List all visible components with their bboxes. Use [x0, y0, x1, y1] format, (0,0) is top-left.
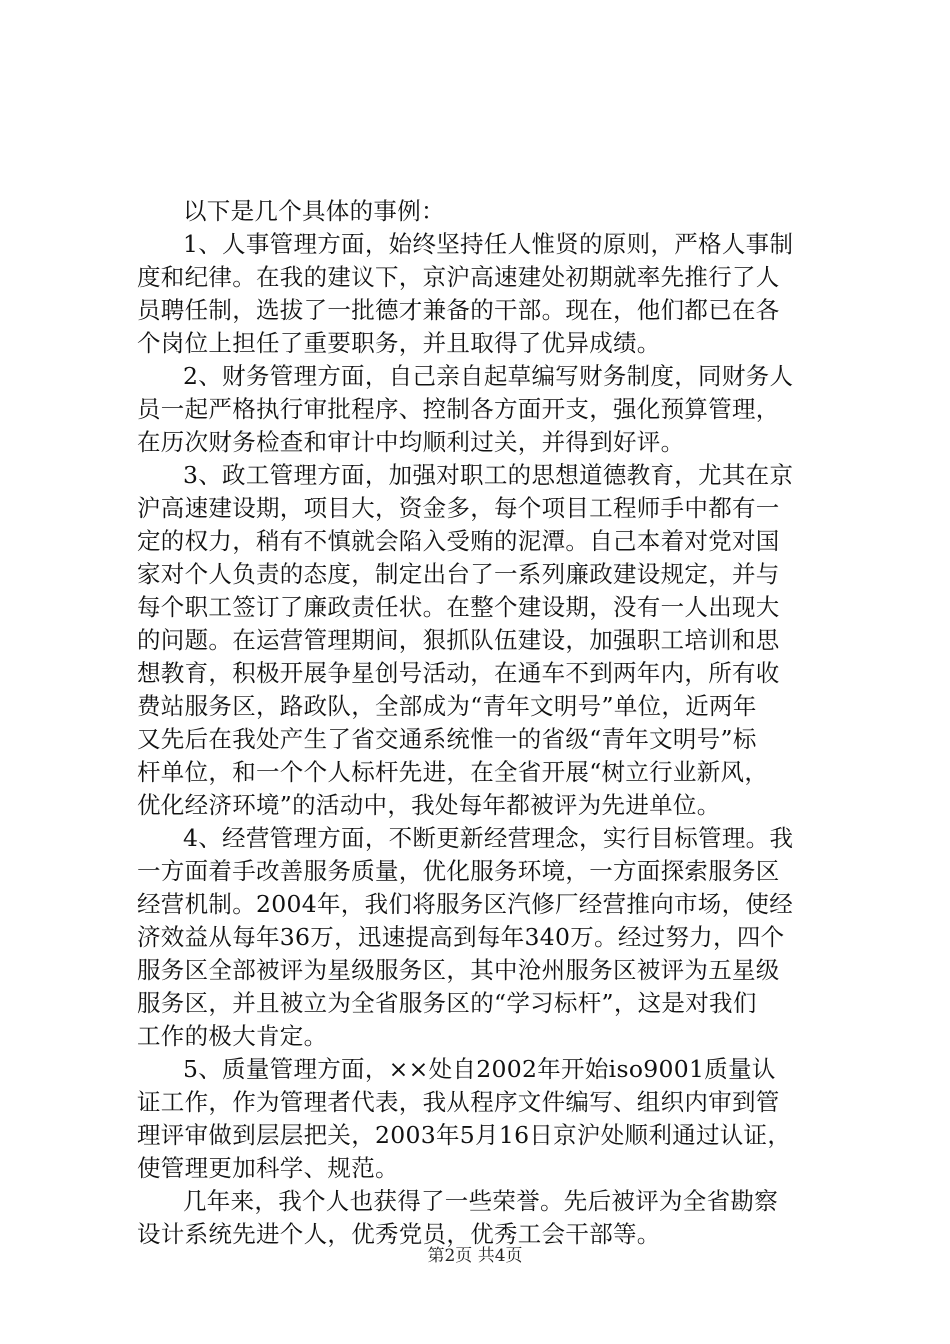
paragraph-line: 定的权力，稍有不慎就会陷入受贿的泥潭。自己本着对党对国 — [137, 527, 780, 555]
paragraph-line: 沪高速建设期，项目大，资金多，每个项目工程师手中都有一 — [137, 494, 780, 522]
paragraph-line: 又先后在我处产生了省交通系统惟一的省级“青年文明号”标 — [137, 725, 757, 753]
paragraph-line: 工作的极大肯定。 — [137, 1022, 328, 1050]
paragraph — [137, 822, 831, 1053]
paragraph-line: 度和纪律。在我的建议下，京沪高速建处初期就率先推行了人 — [137, 263, 780, 291]
paragraph — [137, 195, 831, 228]
paragraph-line: 一方面着手改善服务质量，优化服务环境，一方面探索服务区 — [137, 857, 780, 885]
paragraph-line: 想教育，积极开展争星创号活动，在通车不到两年内，所有收 — [137, 659, 780, 687]
paragraph-line: 5、质量管理方面，××处自2002年开始iso9001质量认 — [183, 1055, 776, 1083]
paragraph-line: 以下是几个具体的事例： — [183, 197, 445, 225]
paragraph — [137, 360, 831, 459]
paragraph-line: 4、经营管理方面，不断更新经营理念，实行目标管理。我 — [183, 824, 794, 852]
paragraph-line: 费站服务区，路政队，全部成为“青年文明号”单位，近两年 — [137, 692, 757, 720]
paragraph-line: 服务区全部被评为星级服务区，其中沧州服务区被评为五星级 — [137, 956, 780, 984]
paragraph-line: 设计系统先进个人，优秀党员，优秀工会干部等。 — [137, 1220, 661, 1248]
paragraph-line: 优化经济环境”的活动中，我处每年都被评为先进单位。 — [137, 791, 721, 819]
paragraph — [137, 459, 831, 822]
paragraph-line: 济效益从每年36万，迅速提高到每年340万。经过努力，四个 — [137, 923, 785, 951]
paragraph-line: 理评审做到层层把关，2003年5月16日京沪处顺利通过认证， — [137, 1121, 792, 1149]
paragraph-line: 2、财务管理方面，自己亲自起草编写财务制度，同财务人 — [183, 362, 794, 390]
paragraph-line: 经营机制。2004年，我们将服务区汽修厂经营推向市场，使经 — [137, 890, 794, 918]
paragraph-line: 员一起严格执行审批程序、控制各方面开支，强化预算管理， — [137, 395, 780, 423]
page-footer: 第2页 共4页 — [427, 1246, 523, 1266]
paragraph-line: 使管理更加科学、规范。 — [137, 1154, 399, 1182]
paragraph-line: 家对个人负责的态度，制定出台了一系列廉政建设规定，并与 — [137, 560, 780, 588]
paragraph-line: 员聘任制，选拔了一批德才兼备的干部。现在，他们都已在各 — [137, 296, 780, 324]
paragraph-line: 每个职工签订了廉政责任状。在整个建设期，没有一人出现大 — [137, 593, 780, 621]
paragraph-line: 个岗位上担任了重要职务，并且取得了优异成绩。 — [137, 329, 661, 357]
paragraph — [137, 1185, 831, 1251]
paragraph — [137, 228, 831, 360]
paragraph-line: 证工作，作为管理者代表，我从程序文件编写、组织内审到管 — [137, 1088, 780, 1116]
document-body — [137, 195, 831, 1251]
paragraph-line: 在历次财务检查和审计中均顺利过关，并得到好评。 — [137, 428, 685, 456]
paragraph — [137, 1053, 831, 1185]
paragraph-line: 的问题。在运营管理期间，狠抓队伍建设，加强职工培训和思 — [137, 626, 780, 654]
paragraph-line: 3、政工管理方面，加强对职工的思想道德教育，尤其在京 — [183, 461, 794, 489]
paragraph-line: 几年来，我个人也获得了一些荣誉。先后被评为全省勘察 — [183, 1187, 778, 1215]
paragraph-line: 杆单位，和一个个人标杆先进，在全省开展“树立行业新风， — [137, 758, 769, 786]
paragraph-line: 服务区，并且被立为全省服务区的“学习标杆”，这是对我们 — [137, 989, 757, 1017]
paragraph-line: 1、人事管理方面，始终坚持任人惟贤的原则，严格人事制 — [183, 230, 794, 258]
